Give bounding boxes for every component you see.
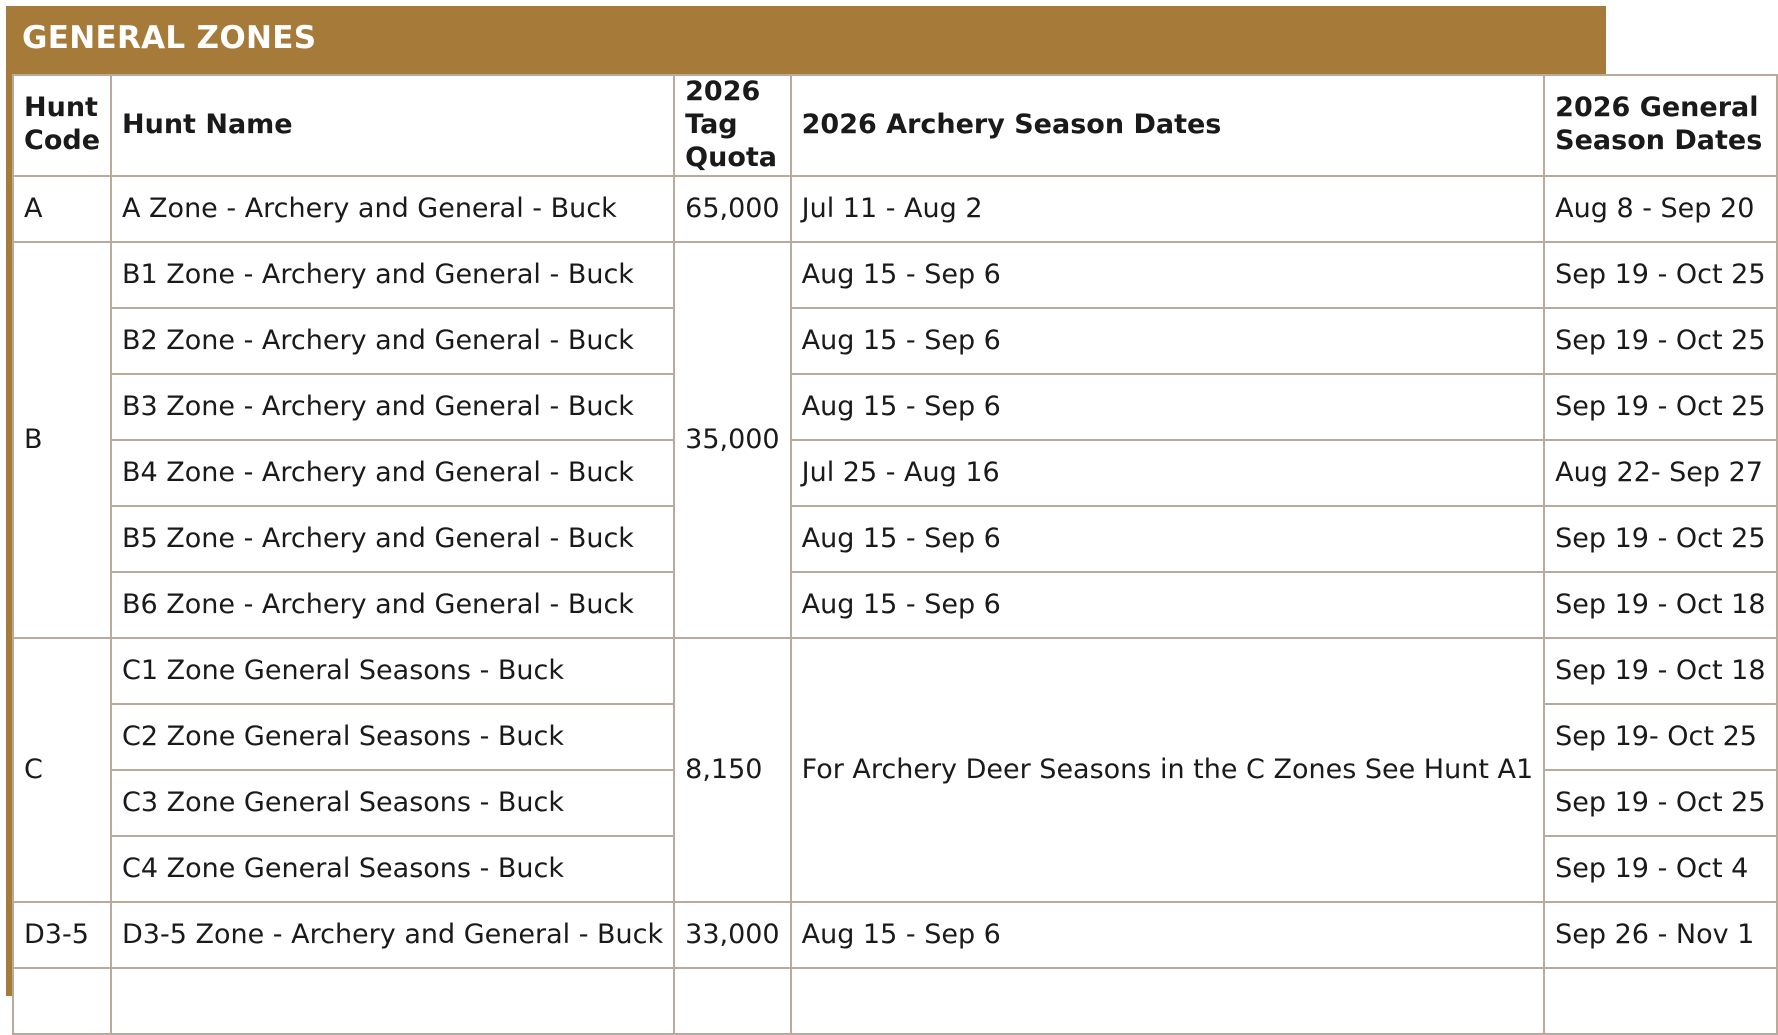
hunt-name-cell: B5 Zone - Archery and General - Buck [111,506,674,572]
tag-quota-cell: 8,150 [674,638,790,902]
archery-dates-cell [791,968,1545,1034]
tag-quota-cell: 33,000 [674,902,790,968]
table-row [13,176,1777,242]
hunt-name-cell: A Zone - Archery and General - Buck [111,176,674,242]
hunt-name-cell: B4 Zone - Archery and General - Buck [111,440,674,506]
header-tag-quota: 2026 Tag Quota [674,75,790,176]
hunt-name-cell: B1 Zone - Archery and General - Buck [111,242,674,308]
general-dates-cell [1544,968,1776,1034]
table-header-row [13,75,1777,176]
general-dates-cell: Sep 19 - Oct 18 [1544,572,1776,638]
hunt-code-cell: D3-5 [13,902,111,968]
table-row [13,308,1777,374]
general-dates-cell: Sep 19 - Oct 18 [1544,638,1776,704]
hunt-name-cell: C3 Zone General Seasons - Buck [111,770,674,836]
table-row [13,506,1777,572]
hunt-name-cell: B3 Zone - Archery and General - Buck [111,374,674,440]
section-title: GENERAL ZONES [22,20,317,56]
tag-quota-cell [674,968,790,1034]
table-row [13,242,1777,308]
table-row [13,968,1777,1034]
table-row [13,638,1777,704]
general-dates-cell: Sep 19 - Oct 25 [1544,242,1776,308]
general-dates-cell: Sep 19 - Oct 25 [1544,770,1776,836]
archery-dates-cell: Aug 15 - Sep 6 [791,506,1545,572]
archery-dates-cell: Aug 15 - Sep 6 [791,572,1545,638]
archery-dates-cell: For Archery Deer Seasons in the C Zones See Hunt A1 [791,638,1545,902]
hunt-code-cell [13,968,111,1034]
general-dates-cell: Aug 22- Sep 27 [1544,440,1776,506]
hunt-code-cell: C [13,638,111,902]
archery-dates-cell: Aug 15 - Sep 6 [791,902,1545,968]
general-dates-cell: Sep 19 - Oct 25 [1544,374,1776,440]
header-archery-dates: 2026 Archery Season Dates [791,75,1545,176]
table-row [13,440,1777,506]
hunt-name-cell: C4 Zone General Seasons - Buck [111,836,674,902]
general-dates-cell: Sep 19- Oct 25 [1544,704,1776,770]
general-dates-cell: Aug 8 - Sep 20 [1544,176,1776,242]
archery-dates-cell: Aug 15 - Sep 6 [791,308,1545,374]
hunt-name-cell: B6 Zone - Archery and General - Buck [111,572,674,638]
header-hunt-code: Hunt Code [13,75,111,176]
hunt-name-cell: C1 Zone General Seasons - Buck [111,638,674,704]
hunt-code-cell: B [13,242,111,638]
header-hunt-name: Hunt Name [111,75,674,176]
table-row [13,902,1777,968]
hunt-name-cell: B2 Zone - Archery and General - Buck [111,308,674,374]
header-general-dates: 2026 General Season Dates [1544,75,1776,176]
general-dates-cell: Sep 19 - Oct 4 [1544,836,1776,902]
tag-quota-cell: 65,000 [674,176,790,242]
hunt-name-cell [111,968,674,1034]
general-dates-cell: Sep 19 - Oct 25 [1544,506,1776,572]
hunt-name-cell: C2 Zone General Seasons - Buck [111,704,674,770]
general-dates-cell: Sep 19 - Oct 25 [1544,308,1776,374]
table-row [13,572,1777,638]
tag-quota-cell: 35,000 [674,242,790,638]
section-header [12,6,1600,74]
hunt-code-cell: A [13,176,111,242]
archery-dates-cell: Jul 25 - Aug 16 [791,440,1545,506]
hunt-zones-table [12,74,1778,1035]
archery-dates-cell: Jul 11 - Aug 2 [791,176,1545,242]
archery-dates-cell: Aug 15 - Sep 6 [791,242,1545,308]
hunt-name-cell: D3-5 Zone - Archery and General - Buck [111,902,674,968]
general-dates-cell: Sep 26 - Nov 1 [1544,902,1776,968]
archery-dates-cell: Aug 15 - Sep 6 [791,374,1545,440]
table-row [13,374,1777,440]
